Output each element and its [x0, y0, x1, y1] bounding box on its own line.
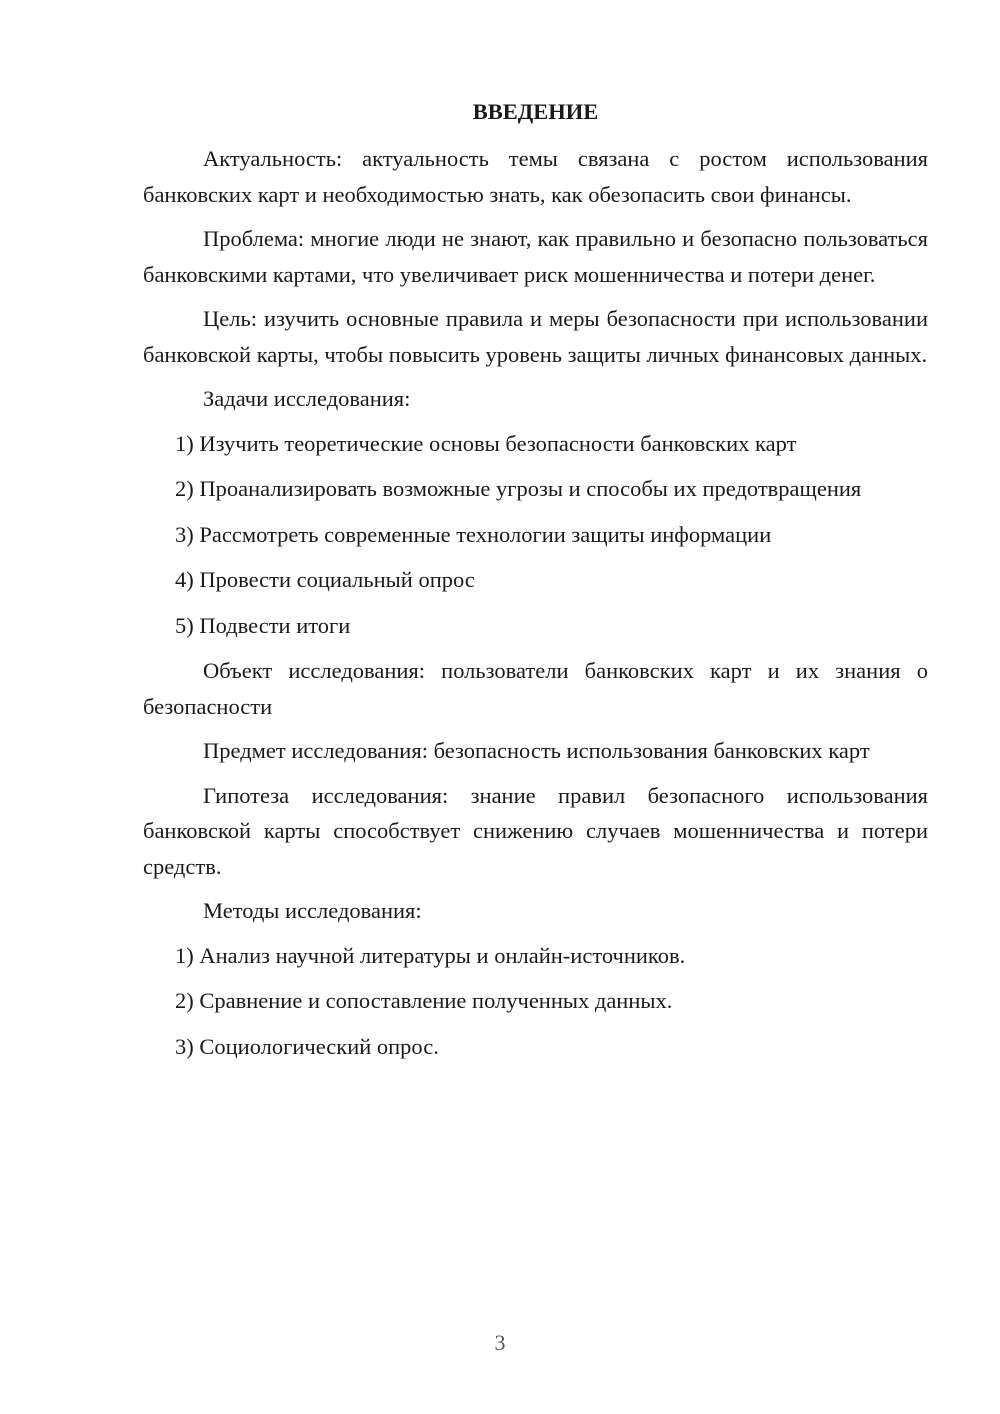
object-paragraph: Объект исследования: пользователи банковских карт и их знания о безопасности — [143, 658, 928, 719]
goal-paragraph: Цель: изучить основные правила и меры безопасности при использовании банковской карты, чтобы повысить уровень защиты личных финансовых данных. — [143, 306, 928, 367]
method-item: 1) Анализ научной литературы и онлайн-источников. — [175, 942, 686, 968]
task-item: 5) Подвести итоги — [175, 612, 351, 638]
task-item: 4) Провести социальный опрос — [175, 567, 475, 592]
page-content — [143, 94, 928, 1074]
method-item: 3) Социологический опрос. — [175, 1033, 439, 1059]
task-item: 1) Изучить теоретические основы безопасности банковских карт — [175, 430, 797, 456]
task-item: 2) Проанализировать возможные угрозы и способы их предотвращения — [175, 476, 862, 501]
relevance-paragraph: Актуальность: актуальность темы связана с ростом использования банковских карт и необходимостью знать, как обезопасить свои финансы. — [143, 146, 928, 207]
subject-paragraph: Предмет исследования: безопасность использования банковских карт — [203, 738, 870, 763]
tasks-heading: Задачи исследования: — [203, 386, 411, 411]
problem-paragraph: Проблема: многие люди не знают, как правильно и безопасно пользоваться банковскими картами, что увеличивает риск мошенничества и потери денег. — [143, 226, 928, 287]
page-number: 3 — [494, 1330, 506, 1355]
method-item: 2) Сравнение и сопоставление полученных данных. — [175, 988, 673, 1013]
hypothesis-paragraph: Гипотеза исследования: знание правил безопасного использования банковской карты способствует снижению случаев мошенничества и потери средств. — [143, 782, 928, 879]
page-title: ВВЕДЕНИЕ — [472, 99, 599, 124]
methods-heading: Методы исследования: — [203, 898, 422, 923]
task-item: 3) Рассмотреть современные технологии защиты информации — [175, 521, 772, 547]
